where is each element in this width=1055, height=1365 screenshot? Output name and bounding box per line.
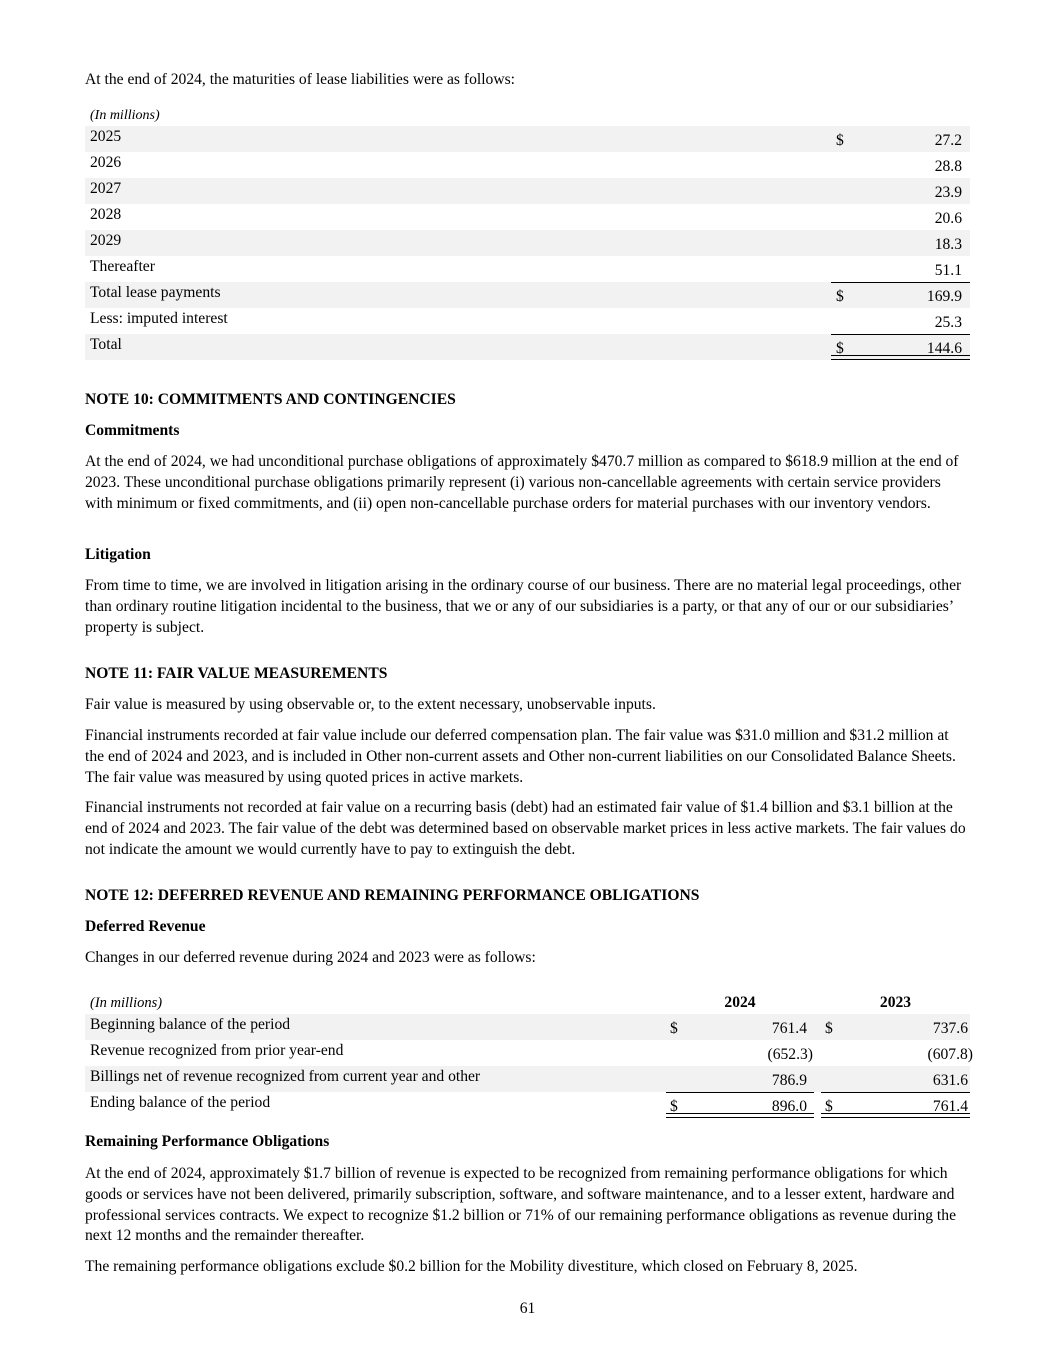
total-double-rule: [821, 1113, 970, 1118]
total-double-rule: [831, 355, 970, 360]
row-amount: 28.8: [934, 158, 962, 175]
subtotal-rule: [831, 282, 970, 283]
value-2024: 786.9: [771, 1072, 807, 1089]
row-label: Total: [90, 336, 122, 353]
rpo-paragraph-2: The remaining performance obligations exclude $0.2 billion for the Mobility divestiture, which closed on February 8, 2025.: [85, 1258, 858, 1275]
total-double-rule: [666, 1113, 814, 1118]
table-row: [85, 256, 970, 282]
row-amount: 23.9: [934, 184, 962, 201]
note11-paragraph-3: Financial instruments not recorded at fair value on a recurring basis (debt) had an estimated fair value of $1.4 billion and $3.1 billion at the end of 2024 and 2023. The fair value of the debt was determined based on observable market prices in less active markets. The fair values do not indicate the amount we would currently have to pay to extinguish the debt.: [85, 799, 966, 858]
row-amount: 169.9: [926, 288, 962, 305]
rpo-heading: Remaining Performance Obligations: [85, 1133, 330, 1150]
table-row: [85, 308, 970, 334]
row-label: 2025: [90, 128, 122, 145]
value-2024: (652.3): [767, 1046, 813, 1063]
lease-unit-label: (In millions): [90, 108, 160, 123]
dollar-sign: $: [670, 1098, 678, 1115]
row-label: 2028: [90, 206, 122, 223]
table-row: [85, 1040, 973, 1066]
deferred-revenue-intro: Changes in our deferred revenue during 2024 and 2023 were as follows:: [85, 949, 536, 966]
row-label: 2027: [90, 180, 122, 197]
row-amount: 18.3: [934, 236, 962, 253]
deferred-unit-label: (In millions): [90, 995, 163, 1011]
row-amount: 20.6: [934, 210, 962, 227]
dollar-sign: $: [836, 288, 844, 305]
commitments-heading: Commitments: [85, 422, 180, 439]
litigation-text: From time to time, we are involved in litigation arising in the ordinary course of our business. There are no material legal proceedings, other than ordinary routine litigation incidental to the business, that we or any of our subsidiaries is a party, or that any of our or our subsidiaries’ property is subject.: [85, 577, 962, 636]
dollar-sign: $: [825, 1098, 833, 1115]
row-label: Thereafter: [90, 258, 155, 275]
note12-title: NOTE 12: DEFERRED REVENUE AND REMAINING PERFORMANCE OBLIGATIONS: [85, 887, 700, 904]
table-row: [85, 1092, 970, 1118]
lease-maturities-table: [85, 105, 970, 360]
row-label: 2029: [90, 232, 122, 249]
row-label: Total lease payments: [90, 284, 221, 301]
value-2023: 761.4: [932, 1098, 968, 1115]
value-2024: 896.0: [771, 1098, 807, 1115]
table-row: [85, 1066, 970, 1092]
row-label: Less: imputed interest: [90, 310, 228, 327]
note11-paragraph-1: Fair value is measured by using observable or, to the extent necessary, unobservable inputs.: [85, 696, 656, 713]
table-row: [85, 1014, 970, 1040]
value-2023: 737.6: [932, 1020, 968, 1037]
dollar-sign: $: [825, 1020, 833, 1037]
value-2023: 631.6: [932, 1072, 968, 1089]
column-header-2023: 2023: [821, 993, 970, 1015]
dollar-sign: $: [836, 132, 844, 149]
row-label: Revenue recognized from prior year-end: [90, 1042, 344, 1059]
row-amount: 144.6: [926, 340, 962, 357]
page-number: 61: [519, 1300, 536, 1317]
row-amount: 27.2: [934, 132, 962, 149]
note11-title: NOTE 11: FAIR VALUE MEASUREMENTS: [85, 665, 388, 682]
dollar-sign: $: [670, 1020, 678, 1037]
row-label: Billings net of revenue recognized from current year and other: [90, 1068, 481, 1085]
table-row: [85, 334, 970, 360]
column-header-2024: 2024: [666, 993, 814, 1015]
note11-paragraph-2: Financial instruments recorded at fair value include our deferred compensation plan. The fair value was $31.0 million and $31.2 million at the end of 2024 and 2023, and is included in Other non-current assets and Other non-current liabilities on our Consolidated Balance Sheets. The fair value was measured by using quoted prices in active markets.: [85, 727, 956, 786]
table-row: [85, 126, 970, 152]
value-2023: (607.8): [927, 1046, 973, 1063]
table-header: [85, 990, 970, 1014]
value-2024: 761.4: [771, 1020, 807, 1037]
row-label: 2026: [90, 154, 122, 171]
table-row: [85, 230, 970, 256]
row-amount: 51.1: [934, 262, 962, 279]
lease-intro: At the end of 2024, the maturities of lease liabilities were as follows:: [85, 71, 516, 88]
rpo-paragraph-1: At the end of 2024, approximately $1.7 billion of revenue is expected to be recognized from remaining performance obligations for which goods or services have not been delivered, primarily subscription, software, and software maintenance, and to a lesser extent, hardware and professional services contracts. We expect to recognize $1.2 billion or 71% of our remaining performance obligations as revenue during the next 12 months and the remainder thereafter.: [85, 1165, 956, 1245]
subtotal-rule: [821, 1092, 970, 1093]
subtotal-rule: [831, 334, 970, 335]
commitments-text: At the end of 2024, we had unconditional purchase obligations of approximately $470.7 million as compared to $618.9 million at the end of 2023. These unconditional purchase obligations primarily represent (i) various non-cancellable agreements with certain service providers with minimum or fixed commitments, and (ii) open non-cancellable purchase orders for material purchases with our inventory vendors.: [85, 453, 959, 512]
table-row: [85, 282, 970, 308]
subtotal-rule: [666, 1092, 814, 1093]
row-label: Ending balance of the period: [90, 1094, 271, 1111]
table-row: [85, 204, 970, 230]
deferred-revenue-table: [85, 990, 973, 1118]
note10-title: NOTE 10: COMMITMENTS AND CONTINGENCIES: [85, 391, 456, 408]
deferred-revenue-heading: Deferred Revenue: [85, 918, 206, 935]
dollar-sign: $: [836, 340, 844, 357]
row-amount: 25.3: [934, 314, 962, 331]
table-row: [85, 178, 970, 204]
table-row: [85, 152, 970, 178]
litigation-heading: Litigation: [85, 546, 151, 563]
row-label: Beginning balance of the period: [90, 1016, 291, 1033]
